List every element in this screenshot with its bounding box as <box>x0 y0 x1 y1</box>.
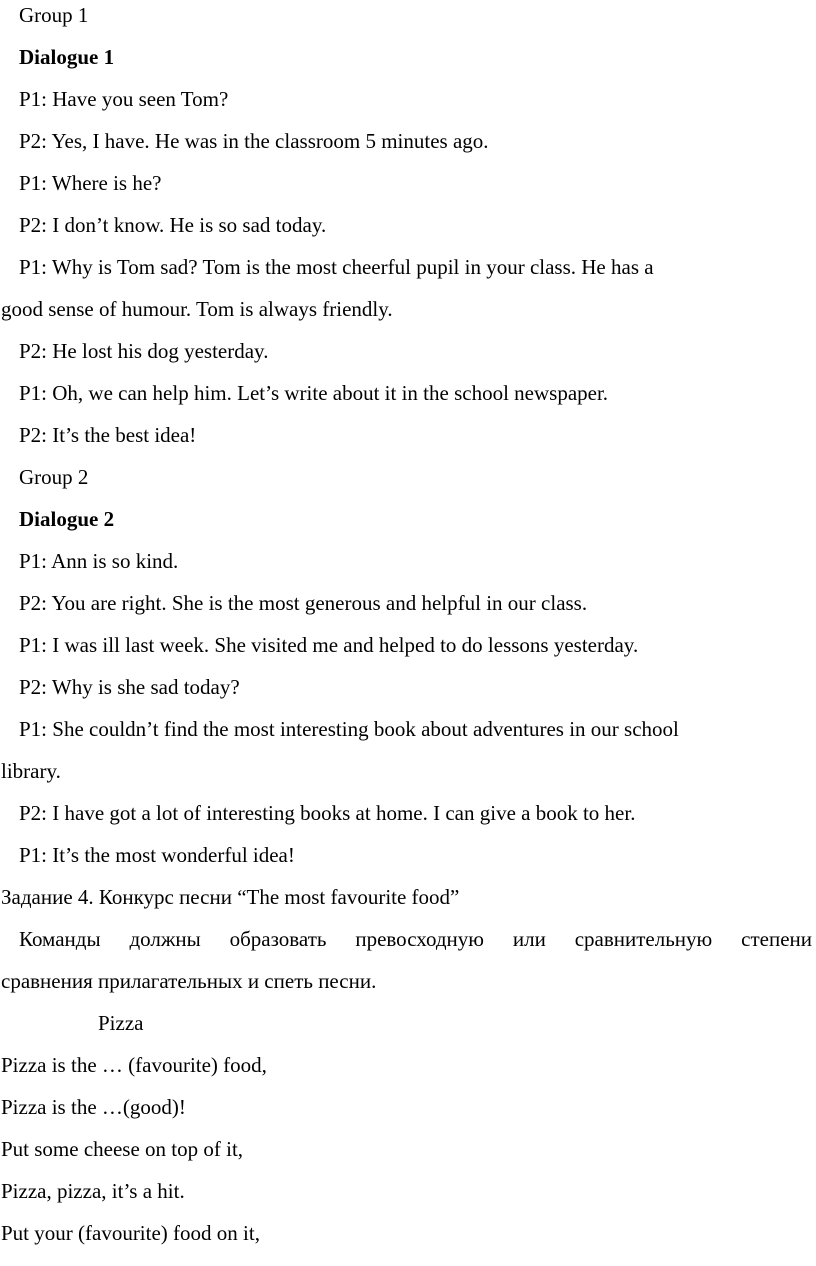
dialogue-1-line: P1: Oh, we can help him. Let’s write about it in the school newspaper. <box>19 381 609 405</box>
dialogue-1-line: P2: It’s the best idea! <box>19 423 197 447</box>
song-line: Pizza, pizza, it’s a hit. <box>1 1179 185 1203</box>
song-title: Pizza <box>98 1011 144 1035</box>
song-line: Put your (favourite) food on it, <box>1 1221 260 1245</box>
group-1-label: Group 1 <box>19 3 89 27</box>
dialogue-2-line: P1: Ann is so kind. <box>19 549 179 573</box>
dialogue-2-line: P2: You are right. She is the most generous and helpful in our class. <box>19 591 588 615</box>
song-line: Put some cheese on top of it, <box>1 1137 244 1161</box>
dialogue-1-line: P2: He lost his dog yesterday. <box>19 339 269 363</box>
dialogue-2-line: P1: I was ill last week. She visited me and helped to do lessons yesterday. <box>19 633 639 657</box>
dialogue-1-line: P1: Why is Tom sad? Tom is the most cheerful pupil in your class. He has a <box>19 255 654 279</box>
dialogue-1-line-continuation: good sense of humour. Tom is always friendly. <box>1 297 393 321</box>
song-line: Pizza is the …(good)! <box>1 1095 186 1119</box>
dialogue-1-line: P2: I don’t know. He is so sad today. <box>19 213 327 237</box>
task-4-instruction: Команды должны образовать превосходную или сравнительную степени <box>19 927 812 951</box>
dialogue-2-line: P1: It’s the most wonderful idea! <box>19 843 295 867</box>
task-4-instruction-continuation: сравнения прилагательных и спеть песни. <box>1 969 377 993</box>
dialogue-2-line: P2: I have got a lot of interesting books at home. I can give a book to her. <box>19 801 636 825</box>
dialogue-2-title: Dialogue 2 <box>19 507 115 531</box>
dialogue-2-line-continuation: library. <box>1 759 61 783</box>
dialogue-1-line: P1: Where is he? <box>19 171 162 195</box>
dialogue-1-title: Dialogue 1 <box>19 45 115 69</box>
task-4-heading: Задание 4. Конкурс песни “The most favourite food” <box>1 885 460 909</box>
song-line: Pizza is the … (favourite) food, <box>1 1053 267 1077</box>
group-2-label: Group 2 <box>19 465 89 489</box>
dialogue-1-line: P1: Have you seen Tom? <box>19 87 229 111</box>
dialogue-2-line: P1: She couldn’t find the most interesting book about adventures in our school <box>19 717 679 741</box>
dialogue-1-line: P2: Yes, I have. He was in the classroom 5 minutes ago. <box>19 129 489 153</box>
dialogue-2-line: P2: Why is she sad today? <box>19 675 240 699</box>
